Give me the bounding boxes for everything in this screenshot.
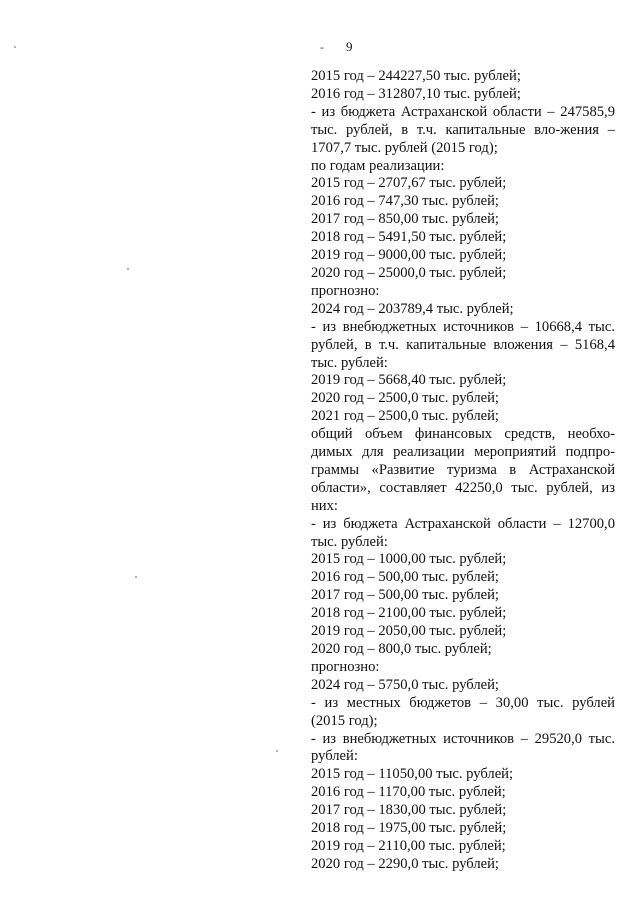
text-line: 2017 год – 500,00 тыс. рублей;: [311, 587, 499, 604]
text-paragraph: - из внебюджетных источников – 10668,4 тыс. рублей, в т.ч. капитальные вложения – 5168,4 тыс. рублей:: [311, 318, 615, 371]
text-line: 2024 год – 203789,4 тыс. рублей;: [311, 300, 514, 317]
text-line: 2020 год – 25000,0 тыс. рублей;: [311, 264, 507, 281]
text-line: 2017 год – 1830,00 тыс. рублей;: [311, 802, 507, 819]
text-line: 2015 год – 11050,00 тыс. рублей;: [311, 766, 514, 783]
text-line: 2016 год – 747,30 тыс. рублей;: [311, 193, 499, 210]
text-line: прогнозно:: [311, 282, 380, 299]
text-line: 2021 год – 2500,0 тыс. рублей;: [311, 408, 499, 425]
text-line: 2019 год – 5668,40 тыс. рублей;: [311, 372, 507, 389]
text-line: 2018 год – 2100,00 тыс. рублей;: [311, 605, 507, 622]
text-line: по годам реализации:: [311, 157, 445, 174]
text-line: 2024 год – 5750,0 тыс. рублей;: [311, 676, 499, 693]
scan-speck: [14, 46, 16, 48]
scan-speck: [127, 268, 129, 270]
header-dash: -: [320, 40, 324, 54]
text-paragraph: - из бюджета Астраханской области – 12700,0 тыс. рублей:: [311, 515, 615, 550]
text-line: 2020 год – 800,0 тыс. рублей;: [311, 641, 492, 657]
text-line: 2016 год – 500,00 тыс. рублей;: [311, 569, 499, 586]
text-paragraph: - из местных бюджетов – 30,00 тыс. рублей (2015 год);: [311, 694, 615, 729]
text-line: 2015 год – 1000,00 тыс. рублей;: [311, 551, 507, 568]
text-column: [311, 68, 615, 874]
scan-speck: [276, 750, 278, 752]
text-line: 2019 год – 2110,00 тыс. рублей;: [311, 837, 506, 854]
page-number: 9: [346, 39, 353, 54]
text-line: 2016 год – 312807,10 тыс. рублей;: [311, 85, 521, 102]
text-line: 2018 год – 1975,00 тыс. рублей;: [311, 820, 507, 837]
scan-speck: [135, 576, 137, 578]
text-line: 2019 год – 2050,00 тыс. рублей;: [311, 623, 507, 640]
text-line: 2015 год – 2707,67 тыс. рублей;: [311, 175, 507, 192]
text-line: 2019 год – 9000,00 тыс. рублей;: [311, 247, 507, 264]
text-paragraph: - из внебюджетных источников – 29520,0 тыс. рублей:: [311, 730, 615, 765]
text-line: прогнозно:: [311, 658, 380, 675]
text-line: 2016 год – 1170,00 тыс. рублей;: [311, 784, 506, 801]
text-line: 2018 год – 5491,50 тыс. рублей;: [311, 229, 507, 246]
text-line: 2020 год – 2290,0 тыс. рублей;: [311, 855, 499, 872]
text-line: 2015 год – 244227,50 тыс. рублей;: [311, 68, 521, 84]
text-line: 2020 год – 2500,0 тыс. рублей;: [311, 390, 499, 407]
text-paragraph: общий объем финансовых средств, необхо-димых для реализации мероприятий подпро-граммы «Развитие туризма в Астраханской области», составляет 42250,0 тыс. рублей, из них:: [311, 426, 615, 514]
text-line: 2017 год – 850,00 тыс. рублей;: [311, 211, 499, 228]
text-paragraph: - из бюджета Астраханской области – 247585,9 тыс. рублей, в т.ч. капитальные вло-жения – 1707,7 тыс. рублей (2015 год);: [311, 103, 615, 156]
